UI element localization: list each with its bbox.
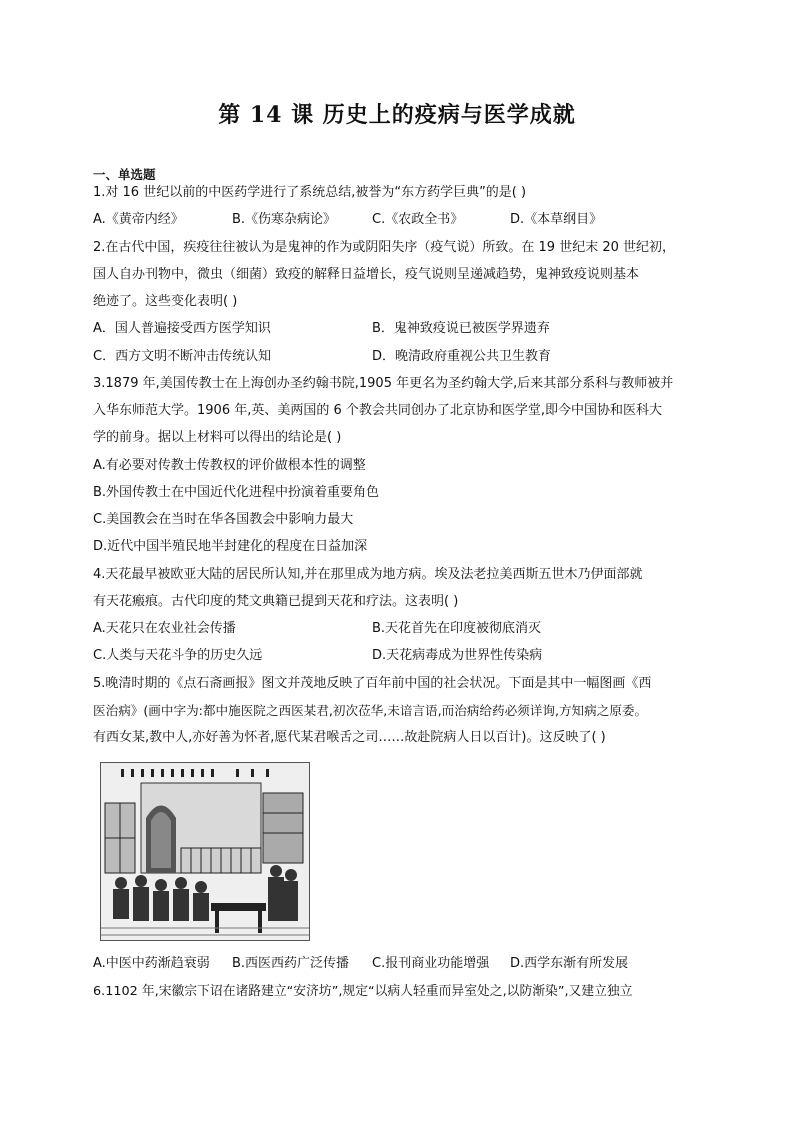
q1-stem: 1.对 16 世纪以前的中医药学进行了系统总结,被誉为“东方药学巨典”的是( ) [93,185,527,200]
q3-stem-line-1: 3.1879 年,美国传教士在上海创办圣约翰书院,1905 年更名为圣约翰大学,后来其部分系科与教师被并 [93,376,674,391]
q5-option-c: C.报刊商业功能增强 [372,956,490,971]
q5-stem-line-1: 5.晚清时期的《点石斋画报》图文并茂地反映了百年前中国的社会状况。下面是其中一幅图画《西 [93,676,652,691]
q2-option-a: A．国人普遍接受西方医学知识 [93,321,271,336]
q5-stem-line-3: 有西女某,教中人,亦好善为怀者,愿代某君喉舌之司……故赴院病人日以百计)。这反映了( ) [93,730,606,745]
engraving-drawing [101,763,309,940]
q3-stem-line-3: 学的前身。据以上材料可以得出的结论是( ) [93,430,342,445]
q5-option-a: A.中医中药渐趋衰弱 [93,956,210,971]
q2-option-d: D．晚清政府重视公共卫生教育 [372,349,552,364]
q1-option-c: C.《农政全书》 [372,212,464,227]
q4-option-b: B.天花首先在印度被彻底消灭 [372,621,542,636]
q3-option-b: B.外国传教士在中国近代化进程中扮演着重要角色 [93,485,380,500]
q5-stem-line-2: 医治病》(画中字为:都中施医院之西医某君,初次莅华,未谙言语,而治病给药必须详询,方知病之原委。 [93,703,648,718]
q1-option-d: D.《本草纲目》 [510,212,603,227]
q2-stem-line-2: 国人自办刊物中，微虫（细菌）致疫的解释日益增长，疫气说则呈递减趋势，鬼神致疫说则基本 [93,267,640,282]
q2-stem-line-1: 2.在古代中国，疾疫往往被认为是鬼神的作为或阴阳失序（疫气说）所致。在 19 世纪末 20 世纪初， [93,240,676,255]
q1-option-b: B.《伤寒杂病论》 [232,212,337,227]
q3-stem-line-2: 入华东师范大学。1906 年,英、美两国的 6 个教会共同创办了北京协和医学堂,即今中国协和医科大 [93,403,663,418]
q4-option-a: A.天花只在农业社会传播 [93,621,236,636]
q6-stem: 6.1102 年,宋徽宗下诏在诸路建立“安济坊”,规定“以病人轻重而异室处之,以防渐染”,又建立独立 [93,984,633,999]
q5-option-d: D.西学东渐有所发展 [510,956,629,971]
q3-option-c: C.美国教会在当时在华各国教会中影响力最大 [93,512,354,527]
section-heading: 一、单选题 [93,167,156,182]
q4-stem-line-1: 4.天花最早被欧亚大陆的居民所认知,并在那里成为地方病。埃及法老拉美西斯五世木乃伊面部就 [93,567,643,582]
q4-option-c: C.人类与天花斗争的历史久远 [93,648,263,663]
q4-stem-line-2: 有天花瘢痕。古代印度的梵文典籍已提到天花和疗法。这表明( ) [93,594,459,609]
q3-option-d: D.近代中国半殖民地半封建化的程度在日益加深 [93,539,368,554]
q2-stem-line-3: 绝迹了。这些变化表明( ) [93,294,238,309]
q4-option-d: D.天花病毒成为世界性传染病 [372,648,543,663]
q1-option-a: A.《黄帝内经》 [93,212,184,227]
page-title: 第 14 课 历史上的疫病与医学成就 [218,102,576,128]
q2-option-c: C．西方文明不断冲击传统认知 [93,349,272,364]
q2-option-b: B．鬼神致疫说已被医学界遗弃 [372,321,550,336]
illustration-western-doctor-engraving [100,762,310,941]
q3-option-a: A.有必要对传教士传教权的评价做根本性的调整 [93,458,366,473]
q5-option-b: B.西医西药广泛传播 [232,956,350,971]
